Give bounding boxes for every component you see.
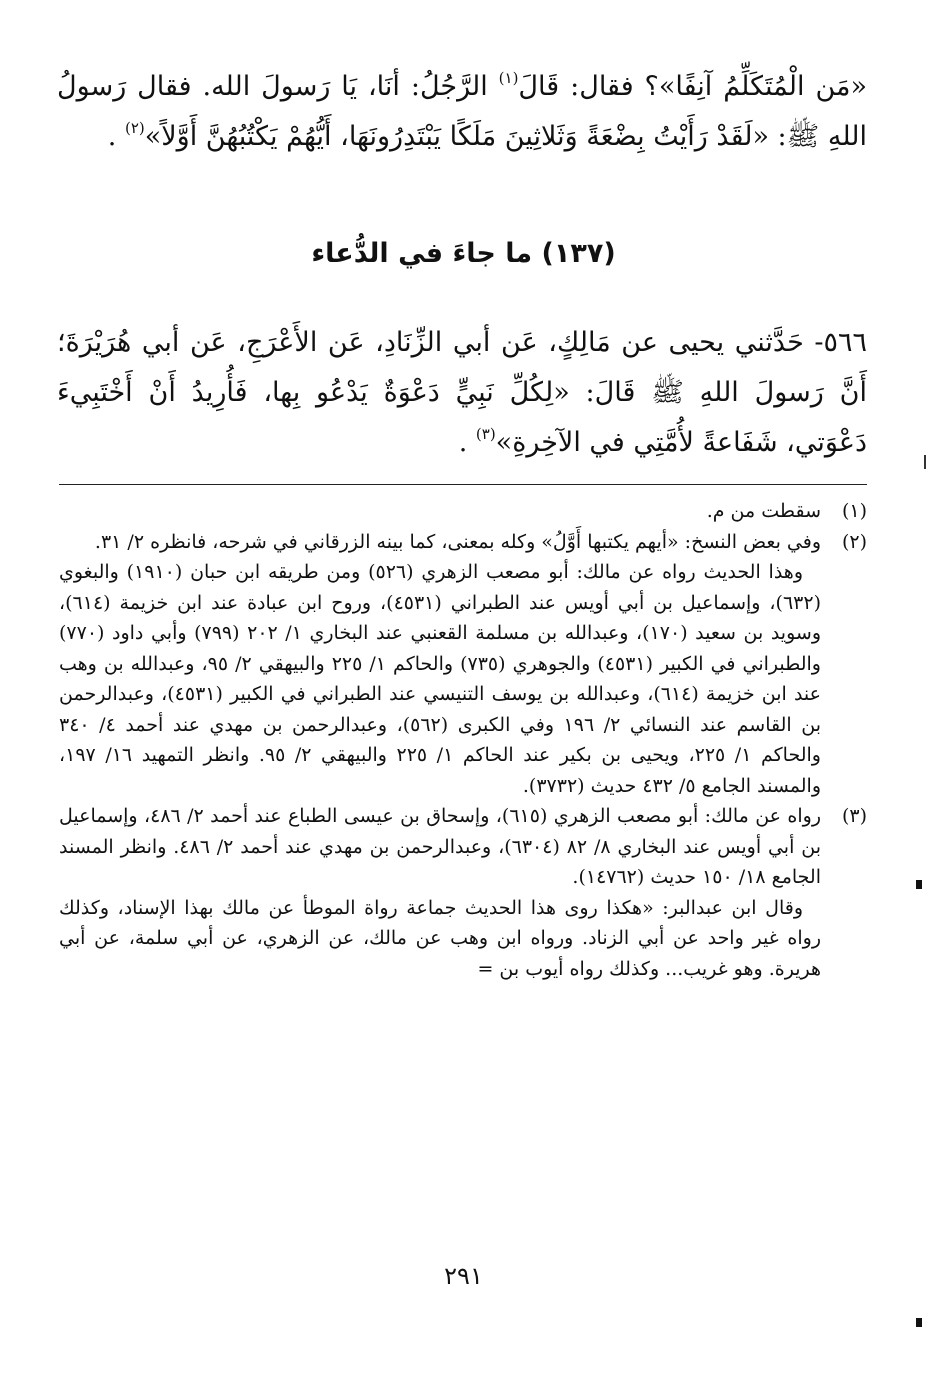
- chapter-heading: (١٣٧) ما جاءَ في الدُّعاء: [311, 238, 616, 269]
- footnote-2: [59, 527, 867, 558]
- footnote-text: سقطت من م.: [706, 500, 821, 522]
- footnote-number: (١): [841, 500, 867, 522]
- footnote-divider: [59, 484, 867, 485]
- hadith-paragraph: [57, 318, 867, 468]
- hadith-tail: .: [458, 427, 476, 458]
- top-paragraph-text-1: «مَن الْمُتَكَلِّمُ آنِفًا»؟ فقال: قَالَ: [518, 71, 867, 102]
- scan-edge-mark: [916, 1318, 922, 1327]
- footnotes: [59, 496, 867, 984]
- footnote-text: وفي بعض النسخ: «أيهم يكتبها أَوَّلُ» وكله بمعنى، كما بينه الزرقاني في شرحه، فانظره ٢/ ٣١.: [94, 530, 821, 553]
- footnote-3-continuation: وقال ابن عبدالبر: «هكذا روى هذا الحديث جماعة رواة الموطأ عن مالك بهذا الإسناد، وكذلك رواه غير واحد عن أبي الزناد. ورواه ابن وهب عن مالك، عن الزهري، عن أبي سلمة، عن أبي هريرة. وهو غريب... وكذلك رواه أيوب بن =: [59, 896, 821, 980]
- footnote-ref-3[interactable]: (٣): [475, 425, 496, 443]
- hadith-text: ٥٦٦- حَدَّثني يحيى عن مَالِكٍ، عَن أبي الزِّنَادِ، عَن الأَعْرَجِ، عَن أبي هُرَيْرَةَ؛ أَنَّ رَسولَ اللهِ ﷺ قَالَ: «لِكُلِّ نَبِيٍّ دَعْوَةٌ يَدْعُو بِها، فَأُرِيدُ أَنْ أَخْتَبِيءَ دَعْوَتي، شَفَاعةً لأُمَّتِي في الآخِرةِ»: [57, 327, 867, 458]
- footnote-3: [59, 801, 867, 893]
- footnote-number: (٣): [841, 805, 867, 827]
- footnote-2-continuation: وهذا الحديث رواه عن مالك: أبو مصعب الزهري (٥٢٦) ومن طريقه ابن حبان (١٩١٠) والبغوي (٦٣٢)، وإسماعيل بن أبي أويس عند الطبراني (٤٥٣١)، وروح ابن عبادة عند ابن خزيمة (٦١٤)، وسويد بن سعيد (١٧٠)، وعبدالله بن مسلمة القعنبي عند البخاري ١/ ٢٠٢ (٧٩٩) وأبي داود (٧٧٠) والطبراني في الكبير (٤٥٣١) والجوهري (٧٣٥) والحاكم ١/ ٢٢٥ والبيهقي ٢/ ٩٥، وعبدالله بن وهب عند ابن خزيمة (٦١٤)، وعبدالله بن يوسف التنيسي عند الطبراني في الكبير (٤٥٣١)، وعبدالرحمن بن القاسم عند النسائي ٢/ ١٩٦ وفي الكبرى (٥٦٢)، وعبدالرحمن بن مهدي عند أحمد ٤/ ٣٤٠ والحاكم ١/ ٢٢٥، ويحيى بن بكير عند الحاكم ١/ ٢٢٥ والبيهقي ٢/ ٩٥. وانظر التمهيد ١٦/ ١٩٧، والمسند الجامع ٥/ ٤٣٢ حديث (٣٧٣٢).: [59, 561, 822, 797]
- scan-edge-mark: [924, 455, 926, 469]
- top-paragraph-text-2: الرَّجُلُ: أنَا، يَا رَسولَ الله. فقال رَسولُ اللهِ ﷺ: «لَقَدْ رَأَيْتُ بِضْعَةً وَثَلاثِينَ مَلَكًا يَبْتَدِرُونَهَا، أَيُّهُمْ يَكْتُبُهُنَّ أَوَّلاً»: [57, 71, 867, 152]
- top-paragraph: [57, 62, 867, 162]
- footnote-number: (٢): [841, 530, 867, 553]
- footnote-text: رواه عن مالك: أبو مصعب الزهري (٦١٥)، وإسحاق بن عيسى الطباع عند أحمد ٢/ ٤٨٦، وإسماعيل بن أبي أويس عند البخاري ٨/ ٨٢ (٦٣٠٤)، وعبدالرحمن بن مهدي عند أحمد ٢/ ٤٨٦. وانظر المسند الجامع ١٨/ ١٥٠ حديث (١٤٧٦٢).: [59, 805, 821, 888]
- footnote-ref-1[interactable]: (١): [498, 69, 519, 87]
- footnote-1: [59, 496, 867, 527]
- footnote-ref-2[interactable]: (٢): [124, 119, 145, 137]
- page-number: ٢٩١: [444, 1262, 483, 1290]
- top-paragraph-text-3: .: [107, 121, 125, 152]
- scan-edge-mark: [916, 880, 922, 889]
